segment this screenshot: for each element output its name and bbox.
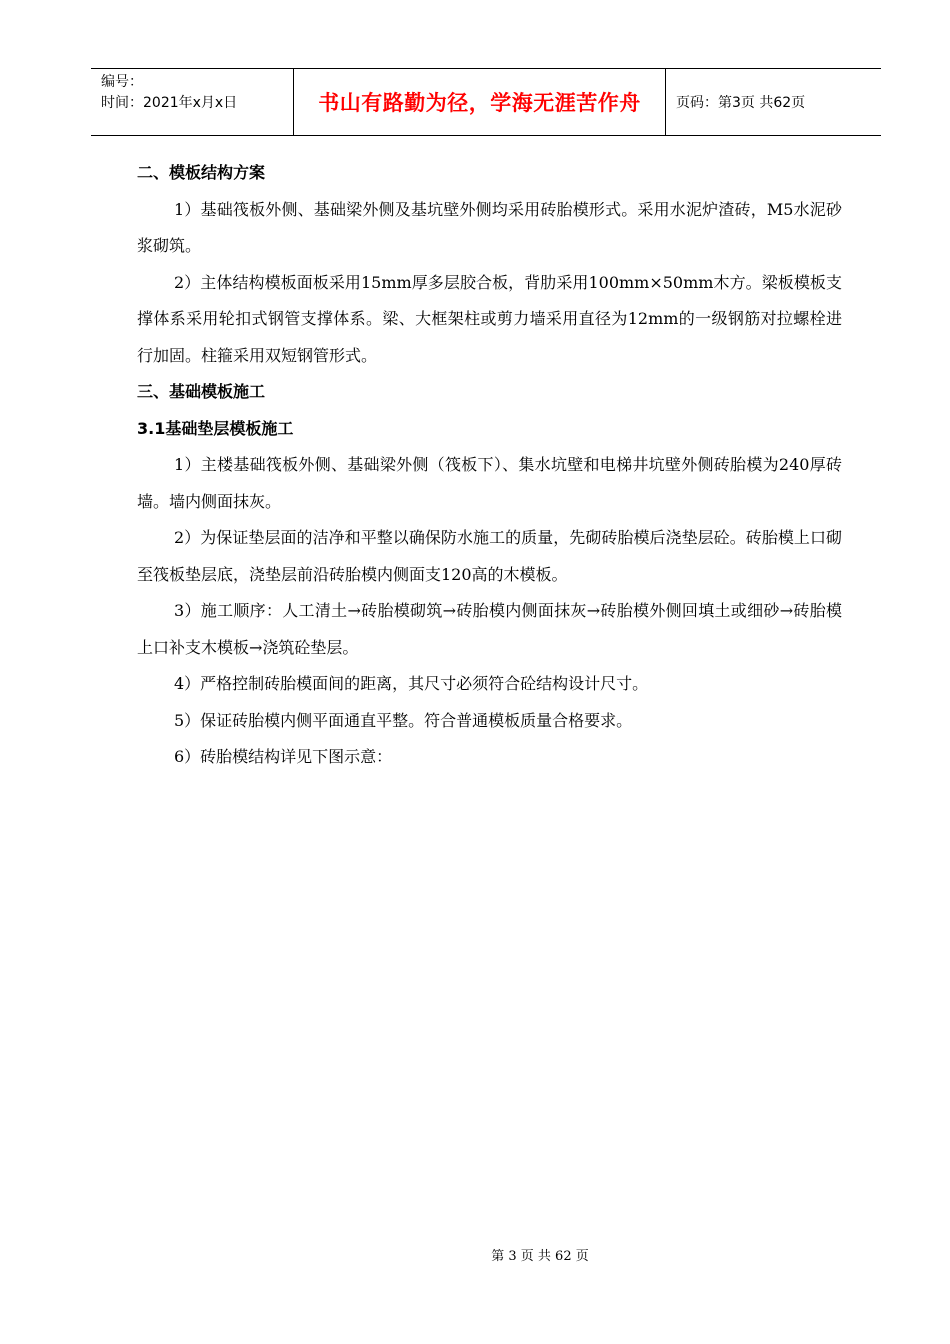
paragraph: 3）施工顺序：人工清土→砖胎模砌筑→砖胎模内侧面抹灰→砖胎模外侧回填土或细砂→砖胎模上口补支木模板→浇筑砼垫层。 [137,601,842,657]
page-footer [0,1245,950,1264]
paragraph: 6）砖胎模结构详见下图示意： [174,747,393,766]
paragraph: 4）严格控制砖胎模面间的距离，其尺寸必须符合砼结构设计尺寸。 [174,674,649,693]
page-number-label: 页码：第3页 共62页 [676,95,806,111]
document-time-label: 时间：2021年x月x日 [101,95,238,111]
paragraph: 1）基础筏板外侧、基础梁外侧及基坑壁外侧均采用砖胎模形式。采用水泥炉渣砖，M5水泥砂浆砌筑。 [137,199,842,255]
page-header [91,68,881,136]
header-meta [91,69,293,135]
subsection-heading-cushion-formwork: 3.1基础垫层模板施工 [137,418,294,438]
paragraph: 5）保证砖胎模内侧平面通直平整。符合普通模板质量合格要求。 [174,710,633,730]
header-page-info [666,69,881,135]
paragraph: 1）主楼基础筏板外侧、基础梁外侧（筏板下）、集水坑壁和电梯井坑壁外侧砖胎模为240厚砖墙。墙内侧面抹灰。 [137,455,842,511]
footer-page-number: 第 3 页 共 62 页 [491,1249,589,1264]
motto-text: 书山有路勤为径，学海无涯苦作舟 [318,91,641,115]
section-heading-foundation-formwork: 三、基础模板施工 [137,382,266,401]
document-body [137,155,842,776]
paragraph: 2）主体结构模板面板采用15mm厚多层胶合板，背肋采用100mm×50mm木方。梁板模板支撑体系采用轮扣式钢管支撑体系。梁、大框架柱或剪力墙采用直径为12mm的一级钢筋对拉螺栓进行加固。柱箍采用双短钢管形式。 [137,272,842,365]
header-motto [293,69,666,135]
document-number-label: 编号： [101,74,143,90]
paragraph: 2）为保证垫层面的洁净和平整以确保防水施工的质量，先砌砖胎模后浇垫层砼。砖胎模上口砌至筏板垫层底，浇垫层前沿砖胎模内侧面支120高的木模板。 [137,528,842,584]
section-heading-formwork-scheme: 二、模板结构方案 [137,163,266,182]
